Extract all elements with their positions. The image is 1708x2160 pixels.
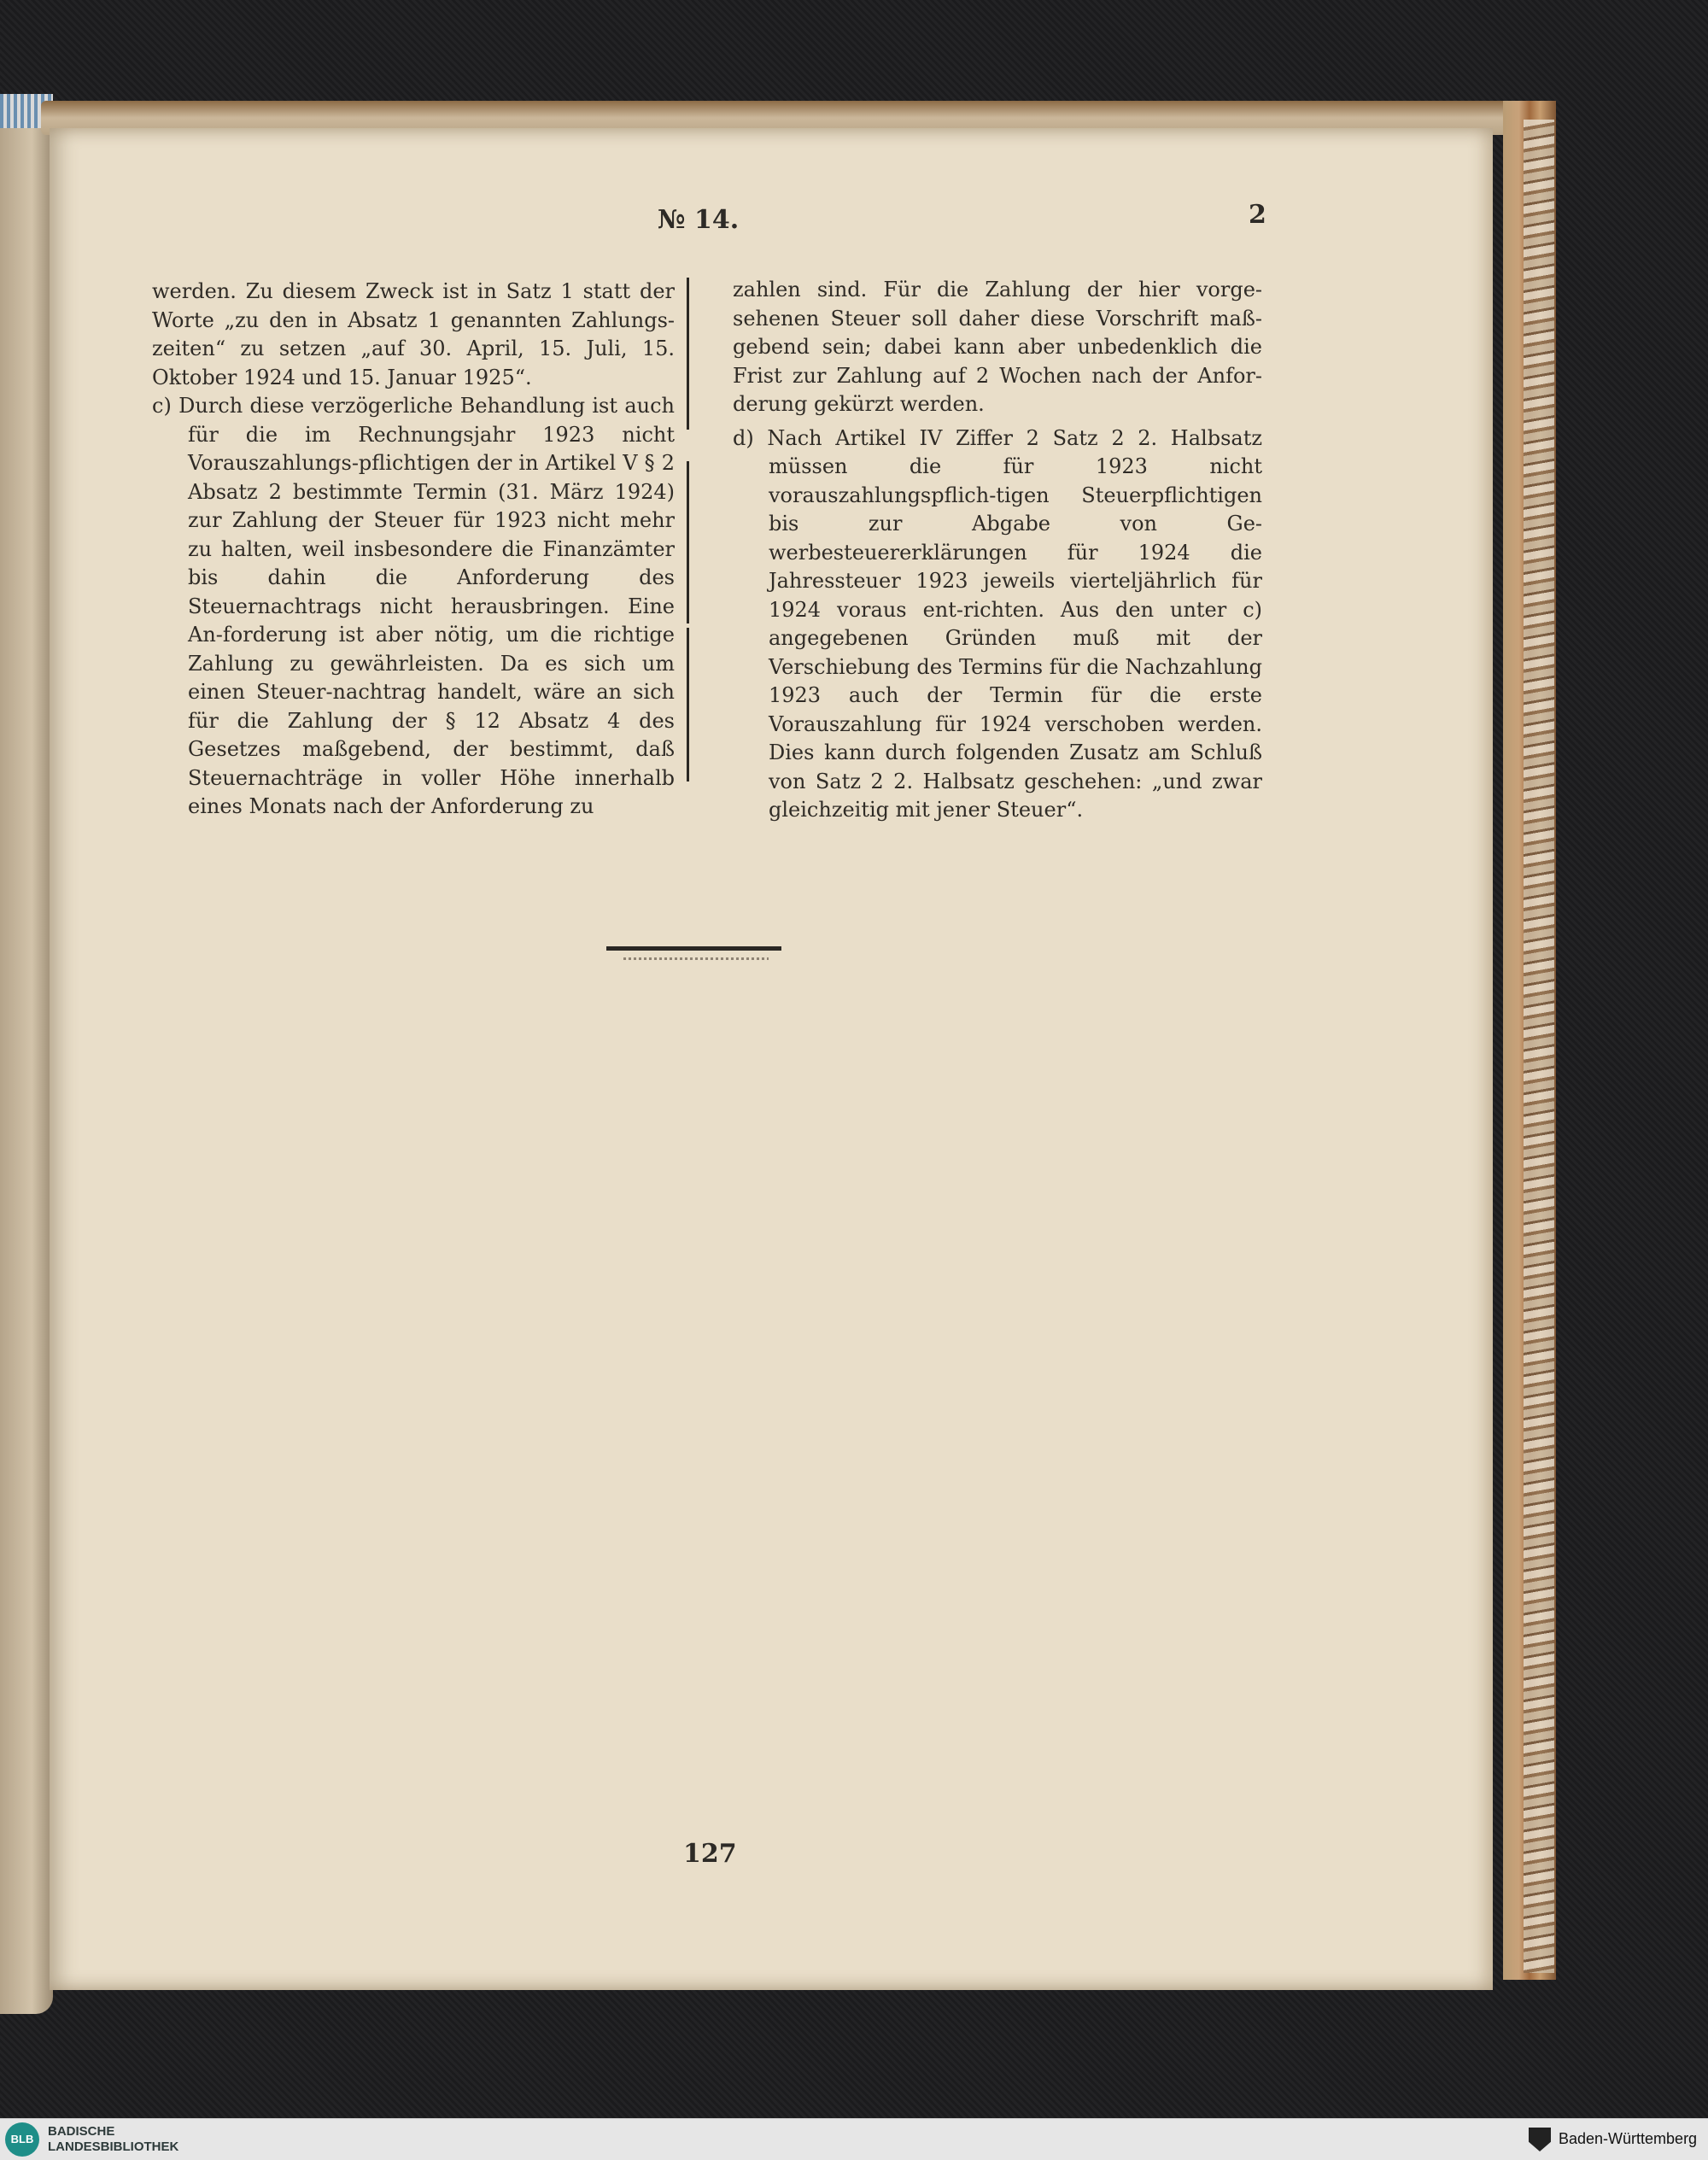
- section-rule-ornament: [623, 957, 769, 960]
- facing-page-edge: [0, 109, 53, 2014]
- issue-number: № 14.: [658, 205, 740, 235]
- library-name[interactable]: [48, 2124, 178, 2155]
- left-paragraph-1: werden. Zu diesem Zweck ist in Satz 1 statt der Worte „zu den in Absatz 1 genannten Zahlungs-zeiten“ zu setzen „auf 30. April, 15. Juli, 15. Oktober 1924 und 15. Januar 1925“.: [152, 279, 675, 389]
- library-name-line1: BADISCHE: [48, 2124, 115, 2139]
- page-number-top: 2: [1249, 200, 1266, 230]
- folio-number: 127: [683, 1839, 737, 1869]
- state-label[interactable]: Baden-Württemberg: [1559, 2130, 1698, 2147]
- blb-logo-icon[interactable]: BLB: [5, 2122, 39, 2157]
- library-name-line2: LANDESBIBLIOTHEK: [48, 2140, 179, 2154]
- margin-bar: [687, 278, 689, 430]
- viewer-footer: [0, 2118, 1708, 2160]
- left-column: [152, 278, 675, 822]
- margin-bar: [687, 628, 689, 781]
- right-paragraph-1: zahlen sind. Für die Zahlung der hier vorge-sehenen Steuer soll daher diese Vorschrift maß-gebend sein; dabei kann aber unbedenklich die Frist zur Zahlung auf 2 Wochen nach der Anfor-derung gekürzt werden.: [733, 278, 1262, 416]
- section-rule: [606, 946, 781, 951]
- right-paragraph-d: d) Nach Artikel IV Ziffer 2 Satz 2 2. Halbsatz müssen die für 1923 nicht vorauszahlungspflich-tigen Steuerpflichtigen bis zur Abgabe von Ge-werbesteuererklärungen für 1924 die Jahressteuer 1923 jeweils vierteljährlich für 1924 voraus ent-richten. Aus den unter c) angegebenen Gründen muß mit der Verschiebung des Termins für die Nachzahlung 1923 auch der Termin für die erste Vorauszahlung für 1924 verschoben werden. Dies kann durch folgenden Zusatz am Schluß von Satz 2 2. Halbsatz geschehen: „und zwar gleichzeitig mit jener Steuer“.: [733, 425, 1262, 822]
- left-paragraph-c: c) Durch diese verzögerliche Behandlung ist auch für die im Rechnungsjahr 1923 nicht Vorauszahlungs-pflichtigen der in Artikel V § 2 Absatz 2 bestimmte Termin (31. März 1924) zur Zahlung der Steuer für 1923 nicht mehr zu halten, weil insbesondere die Finanzämter bis dahin die Anforderung des Steuernachtrags nicht herausbringen. Eine An-forderung ist aber nötig, um die richtige Zahlung zu gewährleisten. Da es sich um einen Steuer-nachtrag handelt, wäre an sich für die Zahlung der § 12 Absatz 4 des Gesetzes maßgebend, der bestimmt, daß Steuernachträge in voller Höhe innerhalb eines Monats nach der Anforderung zu: [152, 394, 675, 818]
- crest-icon: [1529, 2128, 1551, 2151]
- right-column: [733, 276, 1262, 825]
- marbled-edge: [1524, 120, 1554, 1973]
- margin-bar: [687, 461, 689, 623]
